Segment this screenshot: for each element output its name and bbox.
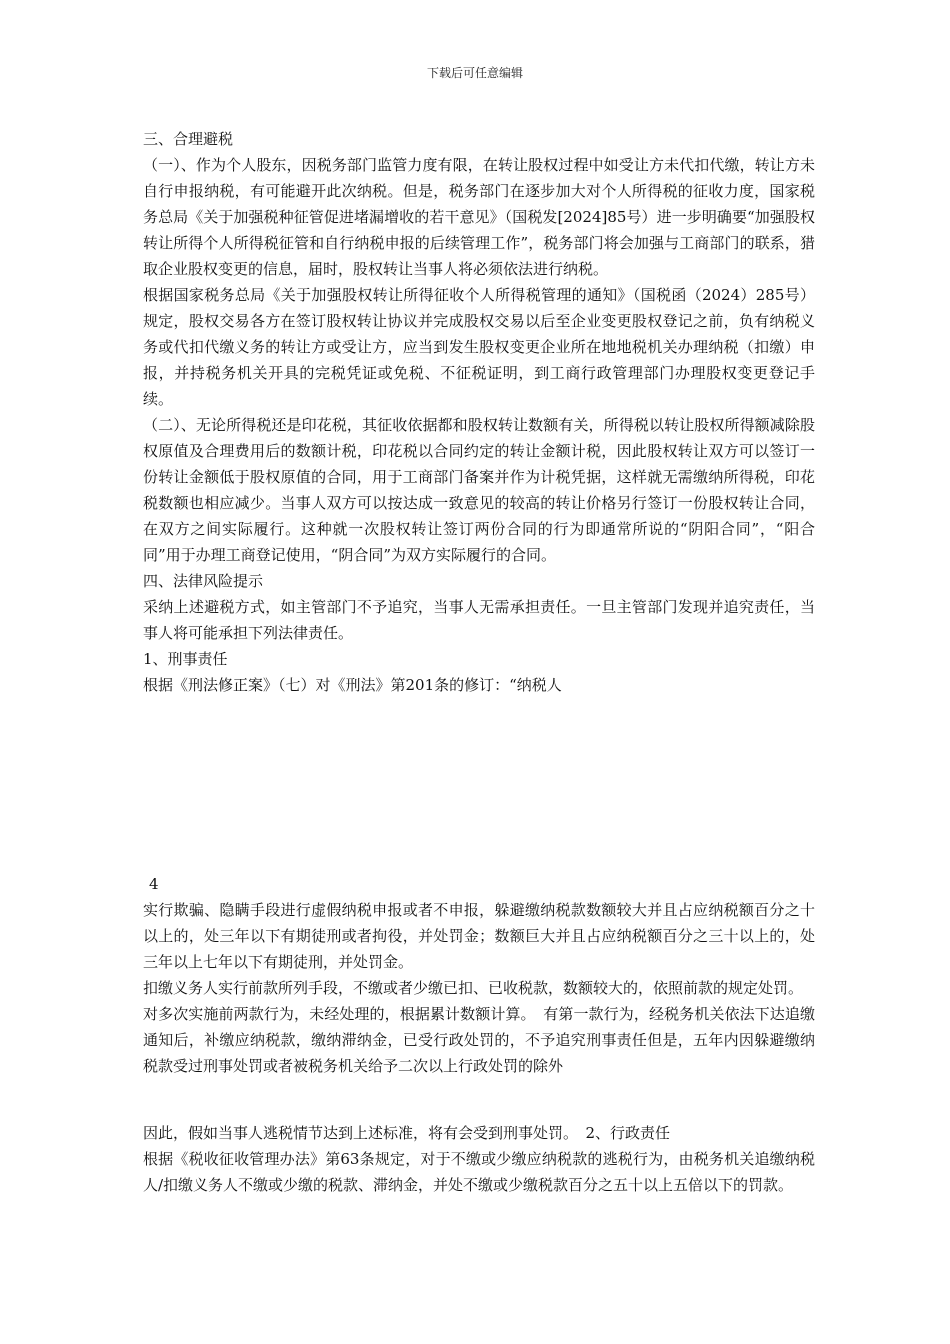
paragraph: 根据《刑法修正案》（七）对《刑法》第201条的修订：“纳税人 bbox=[143, 676, 562, 694]
paragraph: 因此，假如当事人逃税情节达到上述标准，将有会受到刑事处罚。 2、行政责任 bbox=[143, 1124, 671, 1142]
text-block-bottom bbox=[143, 1120, 815, 1198]
paragraph: 根据《税收征收管理办法》第63条规定，对于不缴或少缴应纳税款的逃税行为，由税务机关追缴纳税人/扣缴义务人不缴或少缴的税款、滞纳金，并处不缴或少缴税款百分之五十以上五倍以下的罚款。 bbox=[143, 1150, 815, 1194]
paragraph: 根据国家税务总局《关于加强股权转让所得征收个人所得税管理的通知》（国税函（2024）285号）规定，股权交易各方在签订股权转让协议并完成股权交易以后至企业变更股权登记之前，负有纳税义务或代扣代缴义务的转让方或受让方，应当到发生股权变更企业所在地地税机关办理纳税（扣缴）申报，并持税务机关开具的完税凭证或免税、不征税证明，到工商行政管理部门办理股权变更登记手续。 bbox=[143, 286, 815, 408]
paragraph: （二）、无论所得税还是印花税，其征收依据都和股权转让数额有关，所得税以转让股权所得额减除股权原值及合理费用后的数额计税，印花税以合同约定的转让金额计税，因此股权转让双方可以签订一份转让金额低于股权原值的合同，用于工商部门备案并作为计税凭据，这样就无需缴纳所得税，印花税数额也相应减少。当事人双方可以按达成一致意见的较高的转让价格另行签订一份股权转让合同，在双方之间实际履行。这种就一次股权转让签订两份合同的行为即通常所说的“阴阳合同”，“阳合同”用于办理工商登记使用，“阴合同”为双方实际履行的合同。 bbox=[143, 416, 815, 564]
subheading-criminal-liability: 1、刑事责任 bbox=[143, 650, 228, 668]
text-block-middle bbox=[143, 897, 815, 1079]
paragraph: 采纳上述避税方式，如主管部门不予追究，当事人无需承担责任。一旦主管部门发现并追究责任，当事人将可能承担下列法律责任。 bbox=[143, 598, 815, 642]
page-number: 4 bbox=[149, 875, 159, 893]
paragraph: 对多次实施前两款行为，未经处理的，根据累计数额计算。 有第一款行为，经税务机关依法下达追缴通知后，补缴应纳税款，缴纳滞纳金，已受行政处罚的，不予追究刑事责任但是，五年内因躲避缴纳税款受过刑事处罚或者被税务机关给予二次以上行政处罚的除外 bbox=[143, 1005, 815, 1075]
page-header: 下载后可任意编辑 bbox=[426, 66, 523, 80]
section-heading-tax-avoidance: 三、合理避税 bbox=[143, 130, 234, 148]
paragraph: 扣缴义务人实行前款所列手段，不缴或者少缴已扣、已收税款，数额较大的，依照前款的规定处罚。 bbox=[143, 979, 804, 997]
paragraph: 实行欺骗、隐瞒手段进行虚假纳税申报或者不申报，躲避缴纳税款数额较大并且占应纳税额百分之十以上的，处三年以下有期徒刑或者拘役，并处罚金；数额巨大并且占应纳税额百分之三十以上的，处三年以上七年以下有期徒刑，并处罚金。 bbox=[143, 901, 815, 971]
text-block-top bbox=[143, 126, 815, 698]
section-heading-legal-risk: 四、法律风险提示 bbox=[143, 572, 264, 590]
paragraph: （一）、作为个人股东，因税务部门监管力度有限，在转让股权过程中如受让方未代扣代缴，转让方未自行申报纳税，有可能避开此次纳税。但是，税务部门在逐步加大对个人所得税的征收力度，国家税务总局《关于加强税种征管促进堵漏增收的若干意见》（国税发[2024]85号）进一步明确要“加强股权转让所得个人所得税征管和自行纳税申报的后续管理工作”，税务部门将会加强与工商部门的联系，猎取企业股权变更的信息，届时，股权转让当事人将必须依法进行纳税。 bbox=[143, 156, 815, 278]
